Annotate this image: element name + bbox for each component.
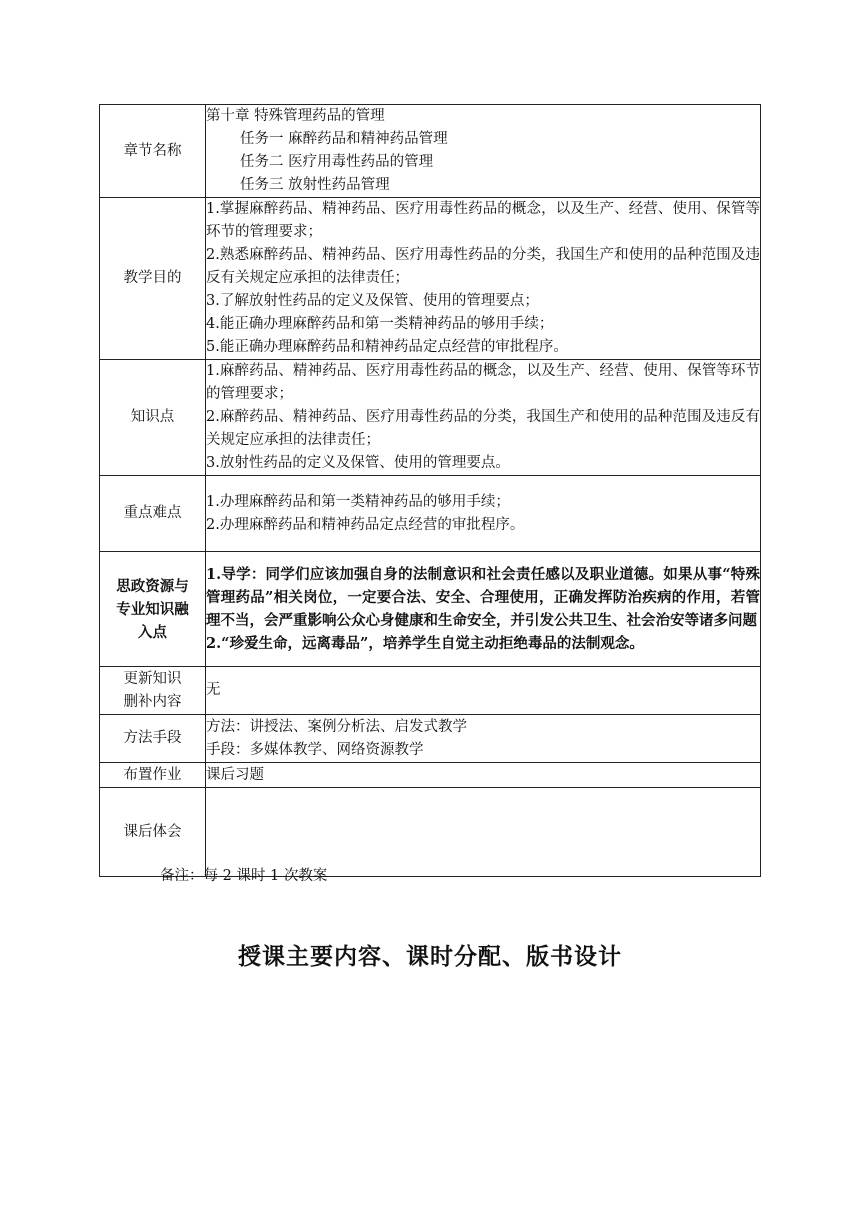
homework-label: 布置作业: [100, 763, 206, 788]
chapter-task-2: 任务二 医疗用毒性药品的管理: [240, 154, 434, 170]
knowledge-item: 2.麻醉药品、精神药品、医疗用毒性药品的分类，我国生产和使用的品种范围及违反有关规定应承担的法律责任；: [206, 409, 760, 448]
row-ideology: [100, 552, 761, 667]
update-label: 更新知识 删补内容: [100, 667, 206, 715]
objective-item: 1.掌握麻醉药品、精神药品、医疗用毒性药品的概念，以及生产、经营、使用、保管等环节的管理要求；: [206, 201, 760, 240]
key-point-item: 1.办理麻醉药品和第一类精神药品的够用手续；: [206, 493, 510, 510]
key-point-item: 2.办理麻醉药品和精神药品定点经营的审批程序。: [206, 516, 525, 533]
section-title: 授课主要内容、课时分配、版书设计: [238, 943, 622, 970]
homework-content: 课后习题: [206, 763, 761, 788]
row-update: [100, 667, 761, 715]
knowledge-content: [206, 360, 761, 476]
chapter-label: 章节名称: [100, 105, 206, 198]
row-reflection: [100, 788, 761, 877]
method-line: 方法：讲授法、案例分析法、启发式教学: [206, 718, 467, 735]
row-homework: [100, 763, 761, 788]
objective-item: 3.了解放射性药品的定义及保管、使用的管理要点；: [206, 293, 539, 309]
methods-label: 方法手段: [100, 715, 206, 763]
row-knowledge: [100, 360, 761, 476]
chapter-content: [206, 105, 761, 198]
row-key-points: [100, 476, 761, 552]
ideology-item: 1.导学：同学们应该加强自身的法制意识和社会责任感以及职业道德。如果从事“特殊管理药品”相关岗位，一定要合法、安全、合理使用，正确发挥防治疾病的作用，若管理不当，会严重影响公众心身健康和生命安全，并引发公共卫生、社会治安等诸多问题: [206, 566, 760, 629]
reflection-label: 课后体会: [100, 788, 206, 877]
key-points-label: 重点难点: [100, 476, 206, 552]
key-points-content: [206, 476, 761, 552]
chapter-task-3: 任务三 放射性药品管理: [240, 177, 390, 193]
chapter-title: 第十章 特殊管理药品的管理: [206, 108, 385, 124]
footnote: 备注：每 2 课时 1 次教案: [160, 868, 328, 884]
knowledge-label: 知识点: [100, 360, 206, 476]
ideology-content: [206, 552, 761, 667]
objectives-content: [206, 198, 761, 360]
objective-item: 4.能正确办理麻醉药品和第一类精神药品的够用手续；: [206, 316, 554, 332]
reflection-content: [206, 788, 761, 877]
row-objectives: [100, 198, 761, 360]
objective-item: 5.能正确办理麻醉药品和精神药品定点经营的审批程序。: [206, 339, 568, 355]
knowledge-item: 1.麻醉药品、精神药品、医疗用毒性药品的概念，以及生产、经营、使用、保管等环节的管理要求；: [206, 363, 760, 402]
chapter-task-1: 任务一 麻醉药品和精神药品管理: [240, 131, 448, 147]
methods-content: [206, 715, 761, 763]
row-methods: [100, 715, 761, 763]
objectives-label: 教学目的: [100, 198, 206, 360]
ideology-label: 思政资源与 专业知识融 入点: [100, 552, 206, 667]
objective-item: 2.熟悉麻醉药品、精神药品、医疗用毒性药品的分类，我国生产和使用的品种范围及违反有关规定应承担的法律责任；: [206, 247, 760, 286]
row-chapter: [100, 105, 761, 198]
method-line: 手段：多媒体教学、网络资源教学: [206, 741, 424, 758]
update-content: 无: [206, 667, 761, 715]
ideology-item: 2.“珍爱生命，远离毒品”，培养学生自觉主动拒绝毒品的法制观念。: [206, 635, 644, 652]
knowledge-item: 3.放射性药品的定义及保管、使用的管理要点。: [206, 455, 510, 471]
lesson-plan-table: [99, 104, 761, 877]
